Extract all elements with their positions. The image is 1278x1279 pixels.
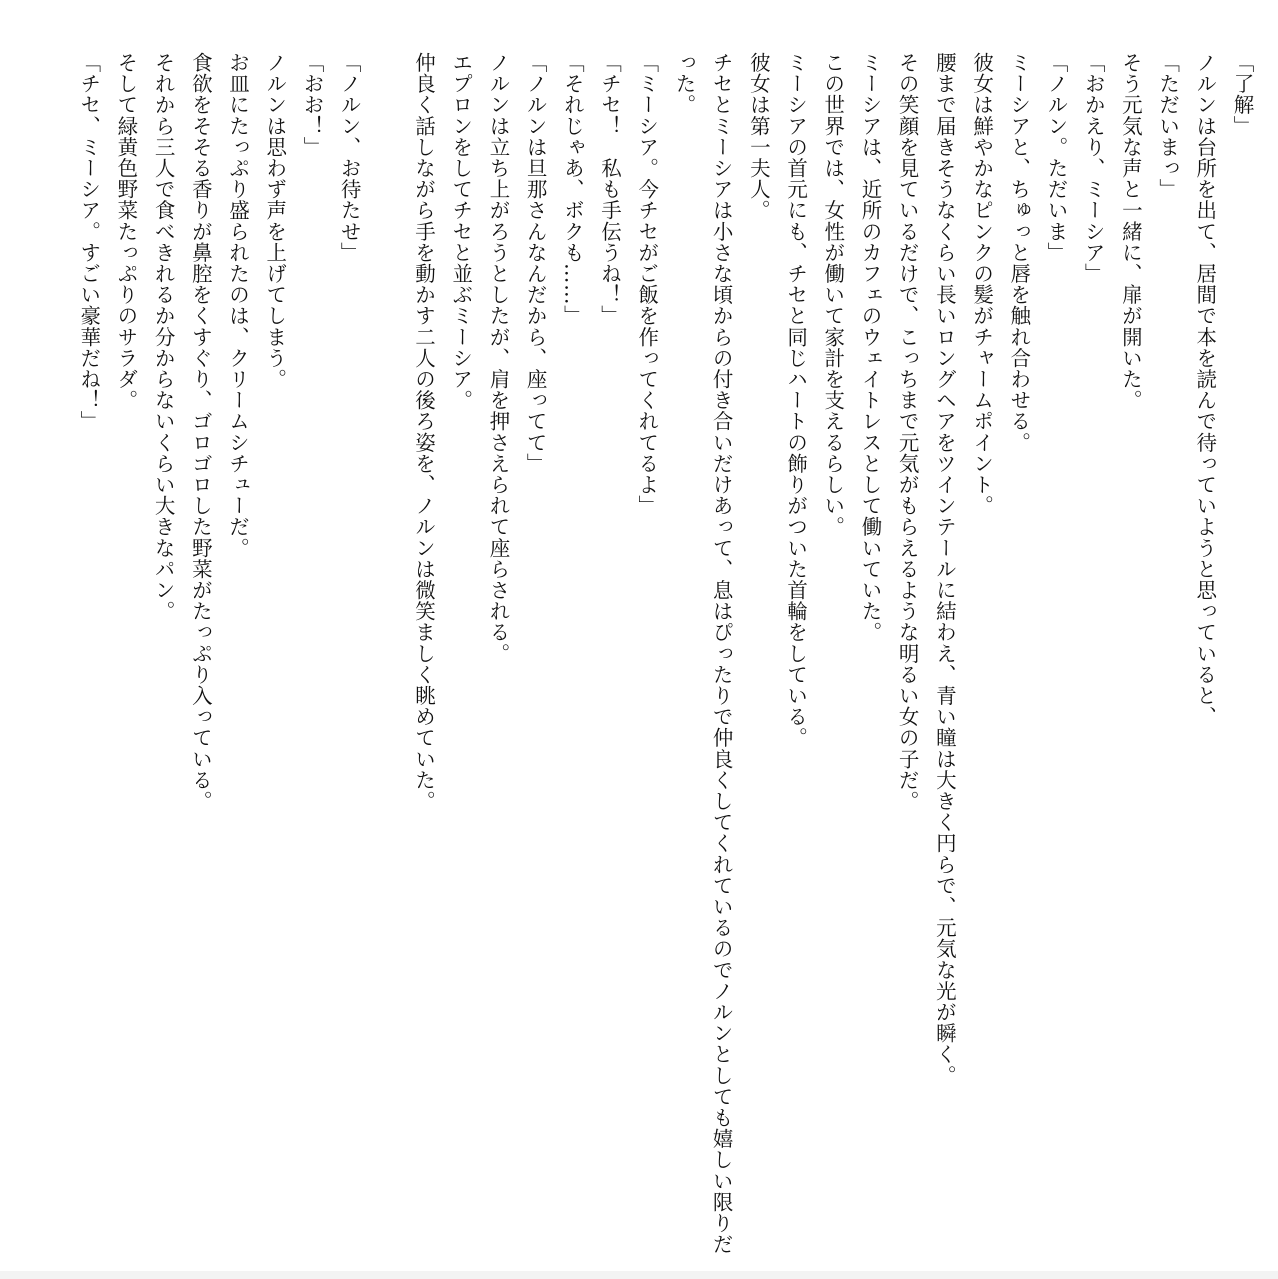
text-line: 「ミーシア。今チセがご飯を作ってくれてるよ」	[634, 52, 659, 517]
text-line: お皿にたっぷり盛られたのは、クリームシチューだ。	[225, 52, 250, 559]
text-line: そう元気な声と一緒に、扉が開いた。	[1118, 52, 1143, 411]
text-line: そして緑黄色野菜たっぷりのサラダ。	[113, 52, 138, 411]
text-line: ミーシアの首元にも、チセと同じハートの飾りがついた首輪をしている。	[783, 52, 808, 749]
page-bottom-edge	[0, 1271, 1278, 1279]
text-line: 彼女は第一夫人。	[746, 52, 771, 221]
text-line: 「おかえり、ミーシア」	[1081, 52, 1106, 285]
text-line: この世界では、女性が働いて家計を支えるらしい。	[820, 52, 845, 538]
text-line: 食欲をそそる香りが鼻腔をくすぐり、ゴロゴロした野菜がたっぷり入っている。	[188, 52, 213, 812]
text-line: 腰まで届きそうなくらい長いロングヘアをツインテールに結わえ、青い瞳は大きく円らで、元気な光が瞬く。	[932, 52, 957, 1086]
text-line: その笑顔を見ているだけで、こっちまで元気がもらえるような明るい女の子だ。	[895, 52, 920, 812]
text-line: 「それじゃあ、ボクも……」	[560, 52, 585, 327]
text-line: 「ノルン。ただいま」	[1043, 52, 1068, 263]
text-line: 「チセ、ミーシア。すごい豪華だね！」	[76, 52, 101, 432]
text-line: 仲良く話しながら手を動かす二人の後ろ姿を、ノルンは微笑ましく眺めていた。	[411, 52, 436, 812]
text-line: ミーシアと、ちゅっと唇を触れ合わせる。	[1006, 52, 1031, 453]
text-line: 「チセ！ 私も手伝うね！」	[597, 52, 622, 327]
text-line: 「ただいまっ」	[1155, 52, 1180, 200]
text-line: ミーシアは、近所のカフェのウェイトレスとして働いていた。	[857, 52, 882, 643]
text-line: 「ノルン、お待たせ」	[337, 52, 362, 263]
text-line: それから三人で食べきれるか分からないくらい大きなパン。	[151, 52, 176, 622]
text-line: 「了解」	[1230, 52, 1254, 137]
text-line: ノルンは思わず声を上げてしまう。	[262, 52, 287, 390]
text-line: 「ノルンは旦那さんなんだから、座ってて」	[523, 52, 548, 474]
text-line: ノルンは立ち上がろうとしたが、肩を押さえられて座らされる。	[485, 52, 510, 664]
blank-line	[367, 52, 404, 1272]
text-line: チセとミーシアは小さな頃からの付き合いだけあって、息はぴったりで仲良くしてくれているのでノルンとしても嬉しい限りだった。	[671, 52, 734, 1255]
text-line: 「おお！」	[299, 52, 324, 158]
text-line: 彼女は鮮やかなピンクの髪がチャームポイント。	[969, 52, 994, 517]
vertical-text-body	[70, 52, 1260, 1272]
text-line: ノルンは台所を出て、居間で本を読んで待っていようと思っていると、	[1192, 52, 1217, 728]
text-line: エプロンをしてチセと並ぶミーシア。	[448, 52, 473, 411]
